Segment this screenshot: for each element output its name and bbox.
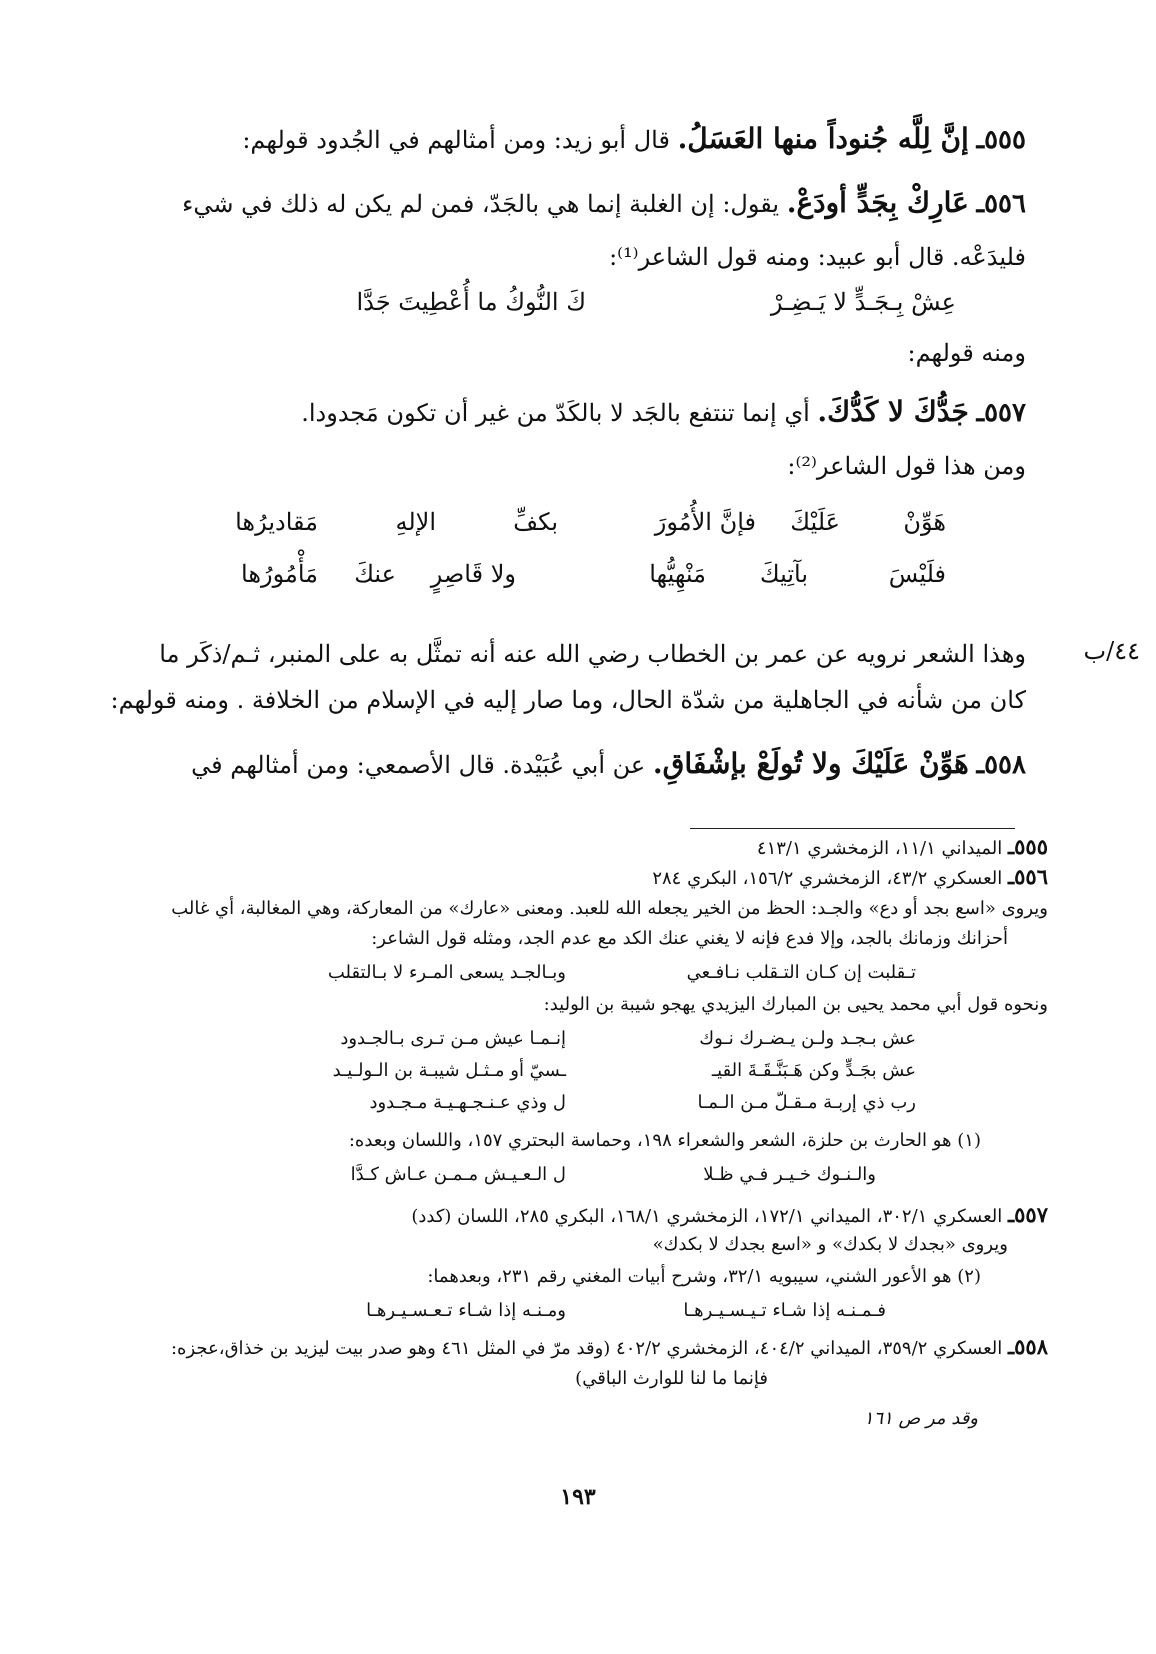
text-line: وهذا الشعر نرويه عن عمر بن الخطاب رضي الله عنه أنه تمثَّل به على المنبر، ثـم/ذكَر ما: [159, 640, 1026, 668]
proverb-heading: إنَّ لِلَّه جُنوداً منها العَسَلُ.: [677, 122, 969, 155]
proverb-heading: جَدُّكَ لا كَدُّكَ.: [817, 395, 969, 428]
footnote-556: [652, 864, 1048, 892]
proverb-heading: عَارِكْ بِجَدٍّ أودَعْ.: [786, 186, 969, 219]
footnote-verse-left: ـسيّ أو مـثـل شيبـة بن الـولـيـد: [332, 1060, 566, 1081]
entry-text: قال أبو زيد: ومن أمثالهم في الجُدود قولهم:: [242, 126, 670, 154]
footnote-verse-left: ومـنـه إذا شـاء تـعـسـيـرهـا: [366, 1300, 566, 1321]
verse-word: عَلَيْكَ: [790, 508, 840, 536]
entry-number: ٥٥٦ـ: [976, 189, 1026, 219]
entry-556: [182, 186, 1026, 221]
footnote-verse-right: رب ذي إربـة مـقـلّ مـن الـمـا: [697, 1092, 916, 1113]
verse-word: بآتِيكَ: [759, 560, 808, 588]
footnote-line: ويروى «اسع بجد أو دع» والجـد: الحظ من الخير يجعله الله للعبد. ومعنى «عارك» من المعاركة، وهي المغالبة، أي غالب: [171, 898, 1048, 919]
footnote-verse-right: والـنـوك خـيـر فـي ظـلا: [703, 1164, 876, 1185]
footnote-line: ويروى «بجدك لا بكدك» و «اسع بجدك لا بكدك»: [652, 1234, 1008, 1255]
footnote-line: ونحوه قول أبي محمد يحيى بن المبارك اليزيدي يهجو شيبة بن الوليد:: [543, 994, 1048, 1015]
footnote-text: الميداني ١١/١، الزمخشري ٤١٣/١: [756, 838, 1003, 859]
verse-word: فلَيْسَ: [888, 560, 946, 588]
footnote-verse-right: عش بجَـدٍّ وكن هَـبَنَّـقَـةَ القيـ: [711, 1060, 916, 1081]
text-line: ومن هذا قول الشاعر⁽²⁾:: [787, 452, 1026, 480]
verse-word: مَنْهِيُّها: [649, 560, 706, 588]
text-line: كان من شأنه في الجاهلية من شدّة الحال، وما صار إليه في الإسلام من الخلافة . ومنه قولهم:: [110, 686, 1026, 714]
footnote-verse-right: عش بـجـد ولـن يـضـرك نـوك: [699, 1028, 916, 1049]
footnote-verse-left: ل وذي عـنـجـهـيـة مـجـدود: [369, 1092, 566, 1113]
footnote-text: العسكري ٣٥٩/٢، الميداني ٤٠٤/٢، الزمخشري ٤٠٢/٢ (وقد مرّ في المثل ٤٦١ وهو صدر بيت ليزيد بن خذاق،عجزه:: [170, 1338, 1003, 1359]
footnote-557: [411, 1202, 1048, 1230]
verse-word: هَوِّنْ: [903, 508, 946, 536]
entry-557: [301, 395, 1026, 430]
proverb-heading: هَوِّنْ عَلَيْكَ ولا تُولَعْ بإشْفَاقِ.: [652, 747, 969, 780]
verse-word: بكفِّ: [513, 508, 558, 536]
verse-word: مَقاديرُها: [235, 508, 318, 536]
handwritten-note: وقد مر ص ١٦١: [863, 1408, 978, 1429]
verse-word: مَأْمُورُها: [241, 560, 318, 588]
footnote-line: فإنما ما لنا للوارث الباقي): [575, 1368, 768, 1389]
entry-558: [191, 747, 1026, 782]
footnote-verse-right: فـمـنـه إذا شـاء تـيـسـيـرهـا: [683, 1300, 886, 1321]
verse-hemistich-left: كَ النُّوكُ ما أُعْطِيتَ جَدَّا: [356, 288, 586, 316]
folio-marker: ٤٤/ب: [1083, 637, 1140, 665]
footnote-558: [171, 1334, 1048, 1362]
entry-555: [242, 122, 1026, 157]
page-number: ١٩٣: [560, 1484, 596, 1510]
footnote-divider: [690, 828, 1015, 829]
verse-word: عنكَ: [354, 560, 396, 588]
text-line: ومنه قولهم:: [907, 339, 1026, 367]
footnote-text: العسكري ٣٠٢/١، الميداني ١٧٢/١، الزمخشري ١٦٨/١، البكري ٢٨٥، اللسان (كدد): [411, 1206, 1003, 1227]
footnote-number: ٥٥٧ـ: [1008, 1202, 1048, 1227]
footnote-555: [757, 834, 1048, 862]
footnote-number: ٥٥٦ـ: [1008, 864, 1048, 889]
verse-word: فإنَّ الأُمُورَ: [654, 508, 756, 536]
footnote-number: ٥٥٨ـ: [1008, 1334, 1048, 1359]
entry-text: يقول: إن الغلبة إنما هي بالجَدّ، فمن لم يكن له ذلك في شيء: [182, 190, 780, 218]
footnote-2: (٢) هو الأعور الشني، سيبويه ٣٢/١، وشرح أبيات المغني رقم ٢٣١، وبعدهما:: [427, 1266, 981, 1287]
verse-word: الإلهِ: [395, 508, 436, 536]
text-line: فليدَعْه. قال أبو عبيد: ومنه قول الشاعر⁽¹⁾:: [609, 243, 1026, 271]
footnote-text: العسكري ٤٣/٢، الزمخشري ١٥٦/٢، البكري ٢٨٤: [652, 868, 1003, 889]
footnote-verse-left: ل الـعـيـش مـمـن عـاش كـدَّا: [350, 1164, 566, 1185]
verse-word: ولا قَاصِرٍ: [430, 560, 516, 588]
footnote-verse-right: تـقلبت إن كـان التـقلب نـافـعي: [686, 962, 916, 983]
footnote-verse-left: إنـمـا عيش مـن تـرى بـالجـدود: [340, 1028, 566, 1049]
entry-text: أي إنما تنتفع بالجَد لا بالكَدّ من غير أن تكون مَجدودا.: [301, 399, 810, 427]
verse-hemistich-right: عِشْ بِـجَـدٍّ لا يَـضِـرْ: [770, 288, 956, 316]
footnote-1: (١) هو الحارث بن حلزة، الشعر والشعراء ١٩٨، وحماسة البحتري ١٥٧، واللسان وبعده:: [348, 1130, 981, 1151]
footnote-number: ٥٥٥ـ: [1008, 834, 1048, 859]
entry-number: ٥٥٨ـ: [976, 750, 1026, 780]
entry-number: ٥٥٥ـ: [976, 125, 1026, 155]
entry-number: ٥٥٧ـ: [976, 398, 1026, 428]
entry-text: عن أبي عُبَيْدة. قال الأصمعي: ومن أمثالهم في: [191, 751, 646, 779]
footnote-line: أحزانك وزمانك بالجد، وإلا فدع فإنه لا يغني عنك الكد مع عدم الجد، ومثله قول الشاعر:: [371, 928, 1008, 949]
footnote-verse-left: وبـالجـد يسعى المـرء لا بـالتقلب: [327, 962, 566, 983]
